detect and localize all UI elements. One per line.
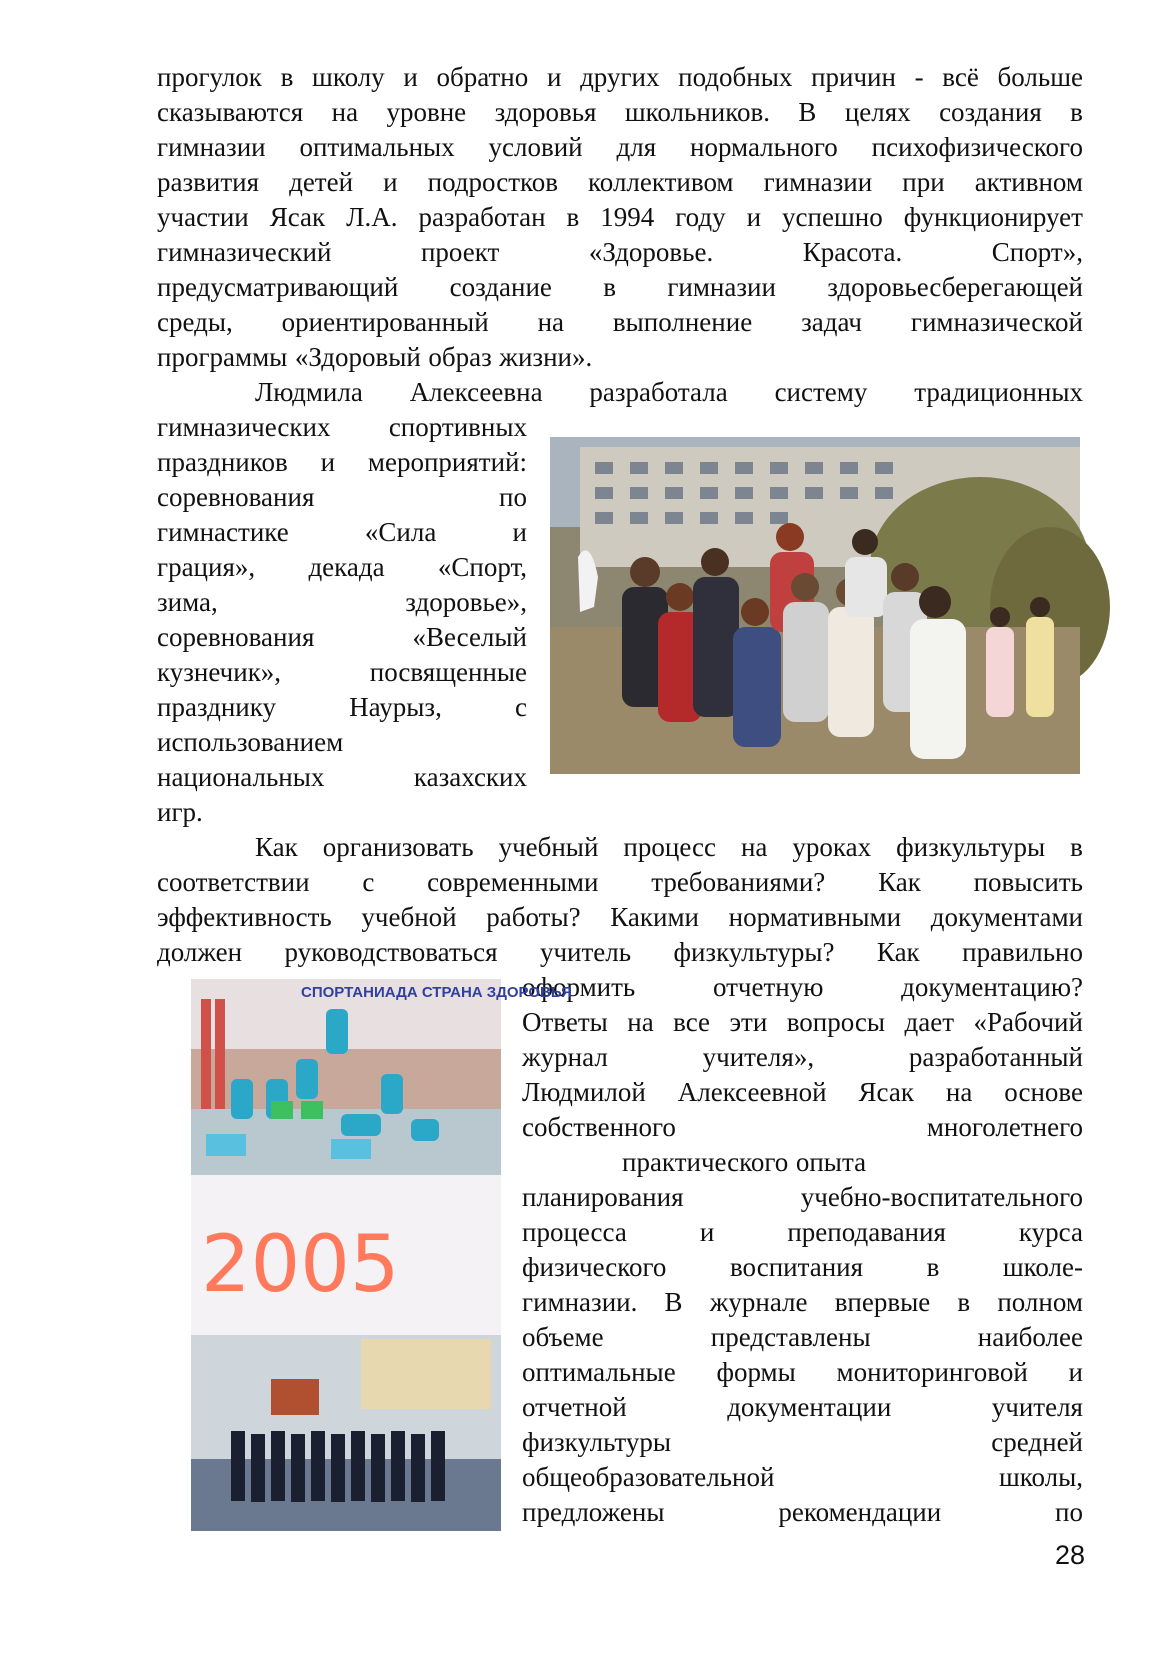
- collage-banner-text: СПОРТАНИАДА СТРАНА ЗДОРОВЬЯ: [301, 984, 572, 1001]
- text-line: [157, 270, 1083, 305]
- word: по: [499, 482, 527, 512]
- text-line: [157, 480, 527, 515]
- word: на: [537, 307, 564, 337]
- word: функционирует: [903, 202, 1083, 232]
- word: собственного: [522, 1112, 676, 1142]
- word: нормативными: [728, 902, 902, 932]
- text-line: [157, 305, 1083, 340]
- word: эти: [729, 1007, 768, 1037]
- word: условий: [488, 132, 583, 162]
- text-line: [522, 1005, 1083, 1040]
- text-line: [522, 1495, 1083, 1530]
- group-photo-image: [550, 437, 1080, 774]
- word: вопросы: [786, 1007, 886, 1037]
- word: прогулок: [157, 62, 262, 92]
- word: в: [280, 62, 294, 92]
- word: кузнечик»,: [157, 657, 282, 687]
- word: предусматривающий: [157, 272, 399, 302]
- word: соревнования: [157, 622, 315, 652]
- word: в: [926, 1252, 940, 1282]
- word: казахских: [413, 762, 527, 792]
- collage-year-text: 2005: [201, 1220, 400, 1310]
- word: разработанный: [908, 1042, 1083, 1072]
- word: подобных: [678, 62, 793, 92]
- word: для: [616, 132, 657, 162]
- word: Людмила: [255, 377, 363, 407]
- word: средней: [991, 1427, 1083, 1457]
- word: Как: [876, 937, 920, 967]
- word: Как: [878, 867, 921, 897]
- word: создание: [449, 272, 552, 302]
- word: разработан: [418, 202, 546, 232]
- word: правильно: [962, 937, 1083, 967]
- word: и: [1068, 1357, 1083, 1387]
- word: «Спорт,: [437, 552, 527, 582]
- word: игр.: [157, 797, 203, 827]
- word: и: [403, 62, 418, 92]
- word: Красота.: [802, 237, 903, 267]
- word: в: [1070, 97, 1083, 127]
- word: -: [914, 62, 924, 92]
- word: подростков: [427, 167, 558, 197]
- word: требованиями?: [651, 867, 826, 897]
- word: журнале: [709, 1287, 808, 1317]
- word: на: [945, 1077, 973, 1107]
- text-line: [522, 970, 1083, 1005]
- text-line: [157, 935, 1083, 970]
- text-line: [157, 865, 1083, 900]
- word: посвященные: [369, 657, 527, 687]
- word: задач: [801, 307, 862, 337]
- text-line: [157, 235, 1083, 270]
- text-line: [157, 725, 527, 760]
- word: разработала: [589, 377, 728, 407]
- word: В: [664, 1287, 683, 1317]
- group-photo: [550, 437, 1080, 774]
- word: Ответы: [522, 1007, 608, 1037]
- text-line: [255, 375, 1083, 410]
- word: представлены: [710, 1322, 871, 1352]
- text-line: [157, 550, 527, 585]
- word: и: [383, 167, 398, 197]
- word: «Здоровье.: [588, 237, 714, 267]
- page-number: 28: [1054, 1540, 1085, 1570]
- text-line: [157, 795, 527, 830]
- word: практического: [622, 1147, 789, 1177]
- word: школу: [312, 62, 385, 92]
- word: других: [580, 62, 660, 92]
- word: детей: [289, 167, 354, 197]
- text-line: [522, 1215, 1083, 1250]
- word: на: [627, 1007, 654, 1037]
- text-line: [255, 830, 1083, 865]
- word: гимназической: [910, 307, 1083, 337]
- word: гимназический: [157, 237, 332, 267]
- word: целях: [844, 97, 911, 127]
- word: В: [798, 97, 817, 127]
- word: 1994: [600, 202, 655, 232]
- word: физического: [522, 1252, 667, 1282]
- word: преподавания: [787, 1217, 946, 1247]
- word: учитель: [539, 937, 632, 967]
- text-line: [522, 1250, 1083, 1285]
- word: рекомендации: [778, 1497, 942, 1527]
- text-line: [157, 410, 527, 445]
- word: больше: [997, 62, 1083, 92]
- word: систему: [774, 377, 868, 407]
- text-line: [522, 1425, 1083, 1460]
- text-line: [157, 690, 527, 725]
- word: уроках: [792, 832, 872, 862]
- word: Ясак: [858, 1077, 914, 1107]
- word: «Сила: [364, 517, 437, 547]
- text-line: [522, 1180, 1083, 1215]
- word: мероприятий:: [367, 447, 527, 477]
- word: учителя: [991, 1392, 1083, 1422]
- word: праздников: [157, 447, 288, 477]
- text-line: [157, 340, 1083, 375]
- word: на: [740, 832, 768, 862]
- text-line: [157, 620, 527, 655]
- word: формы: [716, 1357, 796, 1387]
- word: уровне: [386, 97, 467, 127]
- text-line: [157, 515, 527, 550]
- word: Алексеевной: [677, 1077, 827, 1107]
- word: «Рабочий: [973, 1007, 1083, 1037]
- word: декада: [308, 552, 385, 582]
- word: году: [675, 202, 726, 232]
- word: документами: [930, 902, 1083, 932]
- word: оформить: [522, 972, 636, 1002]
- text-line: [157, 200, 1083, 235]
- word: грация»,: [157, 552, 256, 582]
- word: Какими: [610, 902, 699, 932]
- word: впервые: [834, 1287, 931, 1317]
- word: предложены: [522, 1497, 665, 1527]
- text-line: [522, 1390, 1083, 1425]
- word: руководствоваться: [284, 937, 498, 967]
- word: «Веселый: [412, 622, 527, 652]
- word: празднику: [157, 692, 276, 722]
- word: многолетнего: [926, 1112, 1083, 1142]
- word: отчетной: [522, 1392, 627, 1422]
- word: с: [362, 867, 375, 897]
- word: зима,: [157, 587, 218, 617]
- word: гимназических: [157, 412, 331, 442]
- word: мониторинговой: [836, 1357, 1028, 1387]
- word: учебно-воспитательного: [800, 1182, 1083, 1212]
- word: планирования: [522, 1182, 684, 1212]
- word: отчетную: [712, 972, 824, 1002]
- word: психофизического: [871, 132, 1083, 162]
- word: оптимальных: [299, 132, 455, 162]
- word: Спорт»,: [991, 237, 1083, 267]
- word: физкультуры?: [673, 937, 835, 967]
- word: по: [1055, 1497, 1083, 1527]
- word: школьников.: [624, 97, 770, 127]
- word: здоровья: [494, 97, 597, 127]
- word: общеобразовательной: [522, 1462, 775, 1492]
- word: гимназии: [157, 132, 266, 162]
- word: и: [512, 517, 527, 547]
- word: и: [546, 62, 562, 92]
- word: гимназии: [763, 167, 873, 197]
- text-line: [522, 1355, 1083, 1390]
- word: документацию?: [901, 972, 1083, 1002]
- word: воспитания: [729, 1252, 864, 1282]
- word: жизни».: [499, 342, 593, 372]
- word: курса: [1018, 1217, 1083, 1247]
- word: гимнастике: [157, 517, 289, 547]
- word: учебной: [361, 902, 457, 932]
- word: дает: [904, 1007, 954, 1037]
- word: всё: [942, 62, 979, 92]
- text-line: [522, 1285, 1083, 1320]
- word: участии: [157, 202, 249, 232]
- word: Л.А.: [346, 202, 398, 232]
- word: развития: [157, 167, 260, 197]
- text-line: [522, 1110, 1083, 1145]
- word: полном: [997, 1287, 1083, 1317]
- word: активном: [974, 167, 1083, 197]
- word: Алексеевна: [409, 377, 543, 407]
- word: должен: [157, 937, 243, 967]
- word: процесса: [522, 1217, 627, 1247]
- word: работы?: [486, 902, 581, 932]
- word: основе: [1004, 1077, 1083, 1107]
- word: соответствии: [157, 867, 310, 897]
- word: причин: [811, 62, 896, 92]
- word: опыта: [795, 1147, 867, 1177]
- word: среды,: [157, 307, 233, 337]
- word: Как: [255, 832, 298, 862]
- word: гимназии.: [522, 1287, 638, 1317]
- word: «Здоровый: [294, 342, 421, 372]
- word: школе-: [1002, 1252, 1083, 1282]
- text-line: [157, 760, 527, 795]
- text-line: [522, 1075, 1083, 1110]
- word: документации: [727, 1392, 892, 1422]
- word: гимназии: [667, 272, 776, 302]
- word: процесс: [623, 832, 716, 862]
- text-line: [157, 95, 1083, 130]
- word: нормального: [690, 132, 838, 162]
- word: журнал: [522, 1042, 608, 1072]
- word: физкультуры: [522, 1427, 672, 1457]
- word: коллективом: [588, 167, 734, 197]
- word: оптимальные: [522, 1357, 676, 1387]
- word: национальных: [157, 762, 325, 792]
- word: здоровьесберегающей: [827, 272, 1083, 302]
- word: здоровье»,: [405, 587, 527, 617]
- word: соревнования: [157, 482, 315, 512]
- word: успешно: [782, 202, 883, 232]
- text-line: [522, 1460, 1083, 1495]
- word: физкультуры: [896, 832, 1046, 862]
- word: на: [331, 97, 359, 127]
- word: ориентированный: [281, 307, 489, 337]
- word: организовать: [322, 832, 474, 862]
- word: традиционных: [914, 377, 1083, 407]
- text-line: [157, 900, 1083, 935]
- word: школы,: [998, 1462, 1083, 1492]
- word: Наурыз,: [349, 692, 442, 722]
- word: повысить: [973, 867, 1083, 897]
- word: эффективность: [157, 902, 332, 932]
- word: и: [699, 1217, 715, 1247]
- word: и: [320, 447, 336, 477]
- word: обратно: [436, 62, 529, 92]
- text-line: [157, 130, 1083, 165]
- word: образ: [428, 342, 492, 372]
- word: сказываются: [157, 97, 304, 127]
- word: современными: [427, 867, 599, 897]
- text-line: [157, 585, 527, 620]
- word: создания: [939, 97, 1042, 127]
- word: Людмилой: [522, 1077, 646, 1107]
- word: Ясак: [269, 202, 326, 232]
- text-line: [157, 655, 527, 690]
- word: все: [673, 1007, 711, 1037]
- word: в: [566, 202, 580, 232]
- word: при: [902, 167, 945, 197]
- text-line: [522, 1320, 1083, 1355]
- word: объеме: [522, 1322, 604, 1352]
- word: и: [746, 202, 762, 232]
- text-line: [157, 445, 527, 480]
- word: выполнение: [612, 307, 753, 337]
- text-line: [522, 1040, 1083, 1075]
- text-line: [622, 1145, 1083, 1180]
- word: в: [957, 1287, 971, 1317]
- word: использованием: [157, 727, 344, 757]
- text-line: [157, 60, 1083, 95]
- text-line: [157, 165, 1083, 200]
- word: программы: [157, 342, 288, 372]
- word: в: [1070, 832, 1083, 862]
- word: учителя»,: [702, 1042, 815, 1072]
- word: учебный: [498, 832, 599, 862]
- word: проект: [420, 237, 500, 267]
- word: в: [603, 272, 616, 302]
- word: спортивных: [388, 412, 527, 442]
- word: с: [515, 692, 527, 722]
- word: наиболее: [977, 1322, 1083, 1352]
